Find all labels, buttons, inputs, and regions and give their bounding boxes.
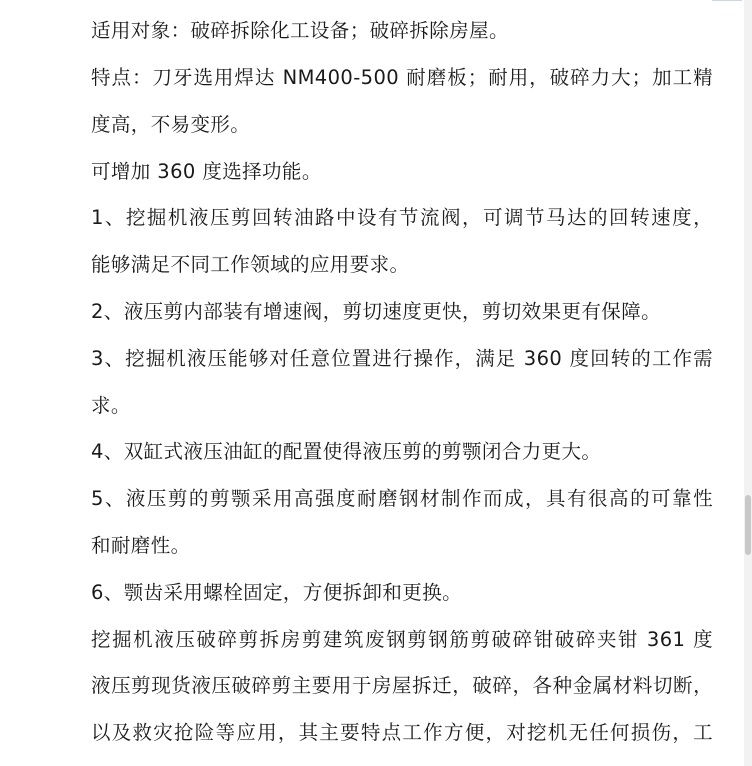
text-line: 可增加 360 度选择功能。	[91, 160, 322, 183]
text-line: 1、挖掘机液压剪回转油路中设有节流阀，可调节马达的回转速度，	[91, 206, 713, 229]
text-line: 6、颚齿采用螺栓固定，方便拆卸和更换。	[91, 581, 463, 604]
scrollbar-thumb[interactable]	[745, 495, 751, 555]
text-line: 求。	[91, 394, 131, 417]
text-line: 挖掘机液压破碎剪拆房剪建筑废钢剪钢筋剪破碎钳破碎夹钳 361 度	[91, 628, 713, 651]
text-line: 4、双缸式液压油缸的配置使得液压剪的剪颚闭合力更大。	[91, 440, 602, 463]
text-line: 能够满足不同工作领域的应用要求。	[91, 253, 410, 276]
text-line: 液压剪现货液压破碎剪主要用于房屋拆迁，破碎，各种金属材料切断，	[91, 674, 713, 697]
window-edge-divider	[712, 0, 742, 5]
text-line: 3、挖掘机液压能够对任意位置进行操作，满足 360 度回转的工作需	[91, 347, 713, 370]
text-line: 特点：刀牙选用焊达 NM400-500 耐磨板；耐用，破碎力大；加工精	[91, 66, 713, 89]
text-line: 5、液压剪的剪颚采用高强度耐磨钢材制作而成，具有很高的可靠性	[91, 487, 713, 510]
text-line: 以及救灾抢险等应用，其主要特点工作方便，对挖机无任何损伤，工	[91, 721, 713, 744]
text-line: 2、液压剪内部装有增速阀，剪切速度更快，剪切效果更有保障。	[91, 300, 662, 323]
text-line: 适用对象：破碎拆除化工设备；破碎拆除房屋。	[91, 19, 509, 42]
vertical-scrollbar[interactable]	[744, 0, 752, 766]
text-line: 度高，不易变形。	[91, 113, 251, 136]
text-line: 和耐磨性。	[91, 534, 191, 557]
